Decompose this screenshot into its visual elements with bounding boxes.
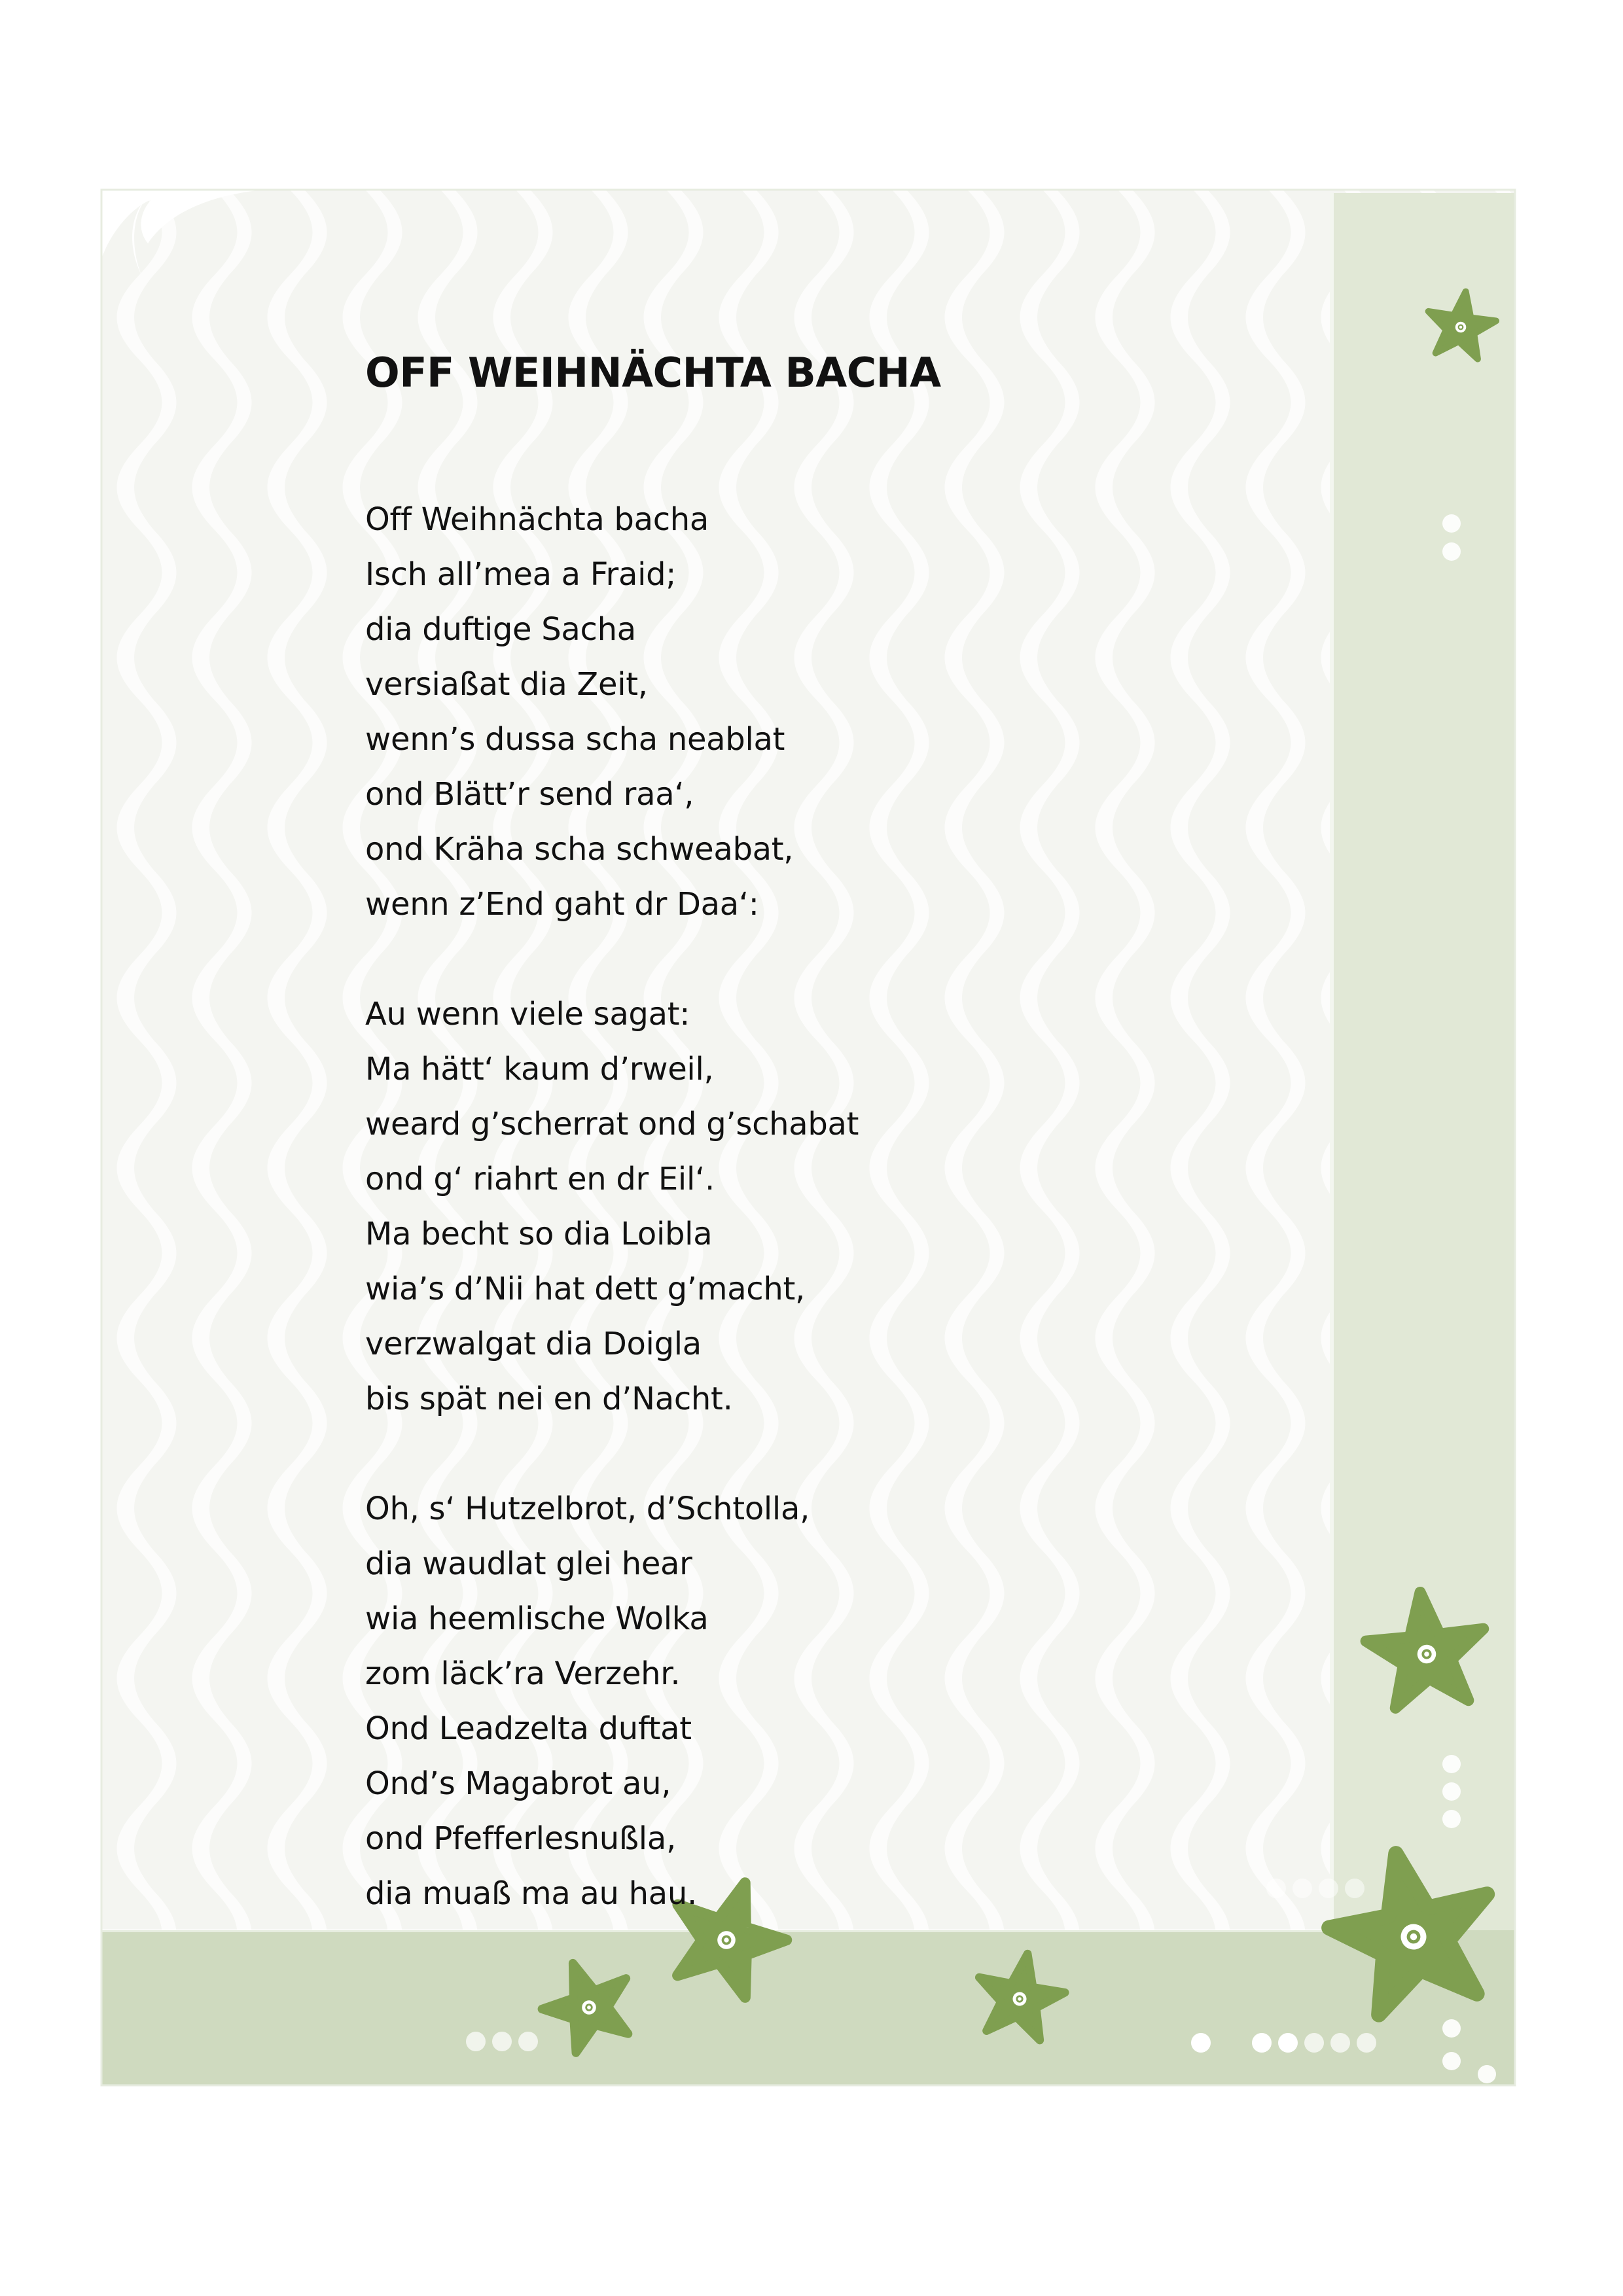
poem-stanza xyxy=(365,987,1281,1426)
poem-line: dia waudlat glei hear xyxy=(365,1545,692,1582)
poem-line: zom läck’ra Verzehr. xyxy=(365,1655,681,1692)
poem-stanzas xyxy=(365,492,1281,1921)
poem-line: ond Kräha scha schweabat, xyxy=(365,831,794,868)
poem-line: Ond Leadzelta duftat xyxy=(365,1710,692,1747)
poem-stanza xyxy=(365,492,1281,932)
poem-line: wenn’s dussa scha neablat xyxy=(365,721,785,758)
poem-line: Ma becht so dia Loibla xyxy=(365,1216,713,1252)
right-green-band xyxy=(1330,193,1515,2085)
poem-line: Ond’s Magabrot au, xyxy=(365,1765,671,1802)
poem-line: Au wenn viele sagat: xyxy=(365,996,690,1033)
poem-line: dia duftige Sacha xyxy=(365,611,636,648)
poem-line: wenn z’End gaht dr Daa‘: xyxy=(365,886,759,923)
poem-line: wia heemlische Wolka xyxy=(365,1600,709,1637)
poem-line: Ma hätt‘ kaum d’rweil, xyxy=(365,1051,714,1087)
poem-line: Off Weihnächta bacha xyxy=(365,501,709,538)
poem-line: ond Pfefferlesnußla, xyxy=(365,1820,676,1857)
poem-line: weard g’scherrat ond g’schabat xyxy=(365,1106,859,1142)
poem-line: ond g‘ riahrt en dr Eil‘. xyxy=(365,1161,715,1197)
poem-stanza xyxy=(365,1481,1281,1921)
poem-content xyxy=(365,345,1281,1921)
poem-line: versiaßat dia Zeit, xyxy=(365,666,648,703)
poem-line: Oh, s‘ Hutzelbrot, d’Schtolla, xyxy=(365,1491,810,1527)
poem-line: ond Blätt’r send raa‘, xyxy=(365,776,694,813)
poem-line: verzwalgat dia Doigla xyxy=(365,1326,702,1362)
poem-line: dia muaß ma au hau. xyxy=(365,1875,697,1912)
poem-line: bis spät nei en d’Nacht. xyxy=(365,1381,733,1417)
poem-title: OFF WEIHNÄCHTA BACHA xyxy=(365,349,941,397)
bottom-green-band xyxy=(101,1930,1515,2085)
poem-line: wia’s d’Nii hat dett g’macht, xyxy=(365,1271,805,1307)
poem-line: Isch all’mea a Fraid; xyxy=(365,556,677,593)
